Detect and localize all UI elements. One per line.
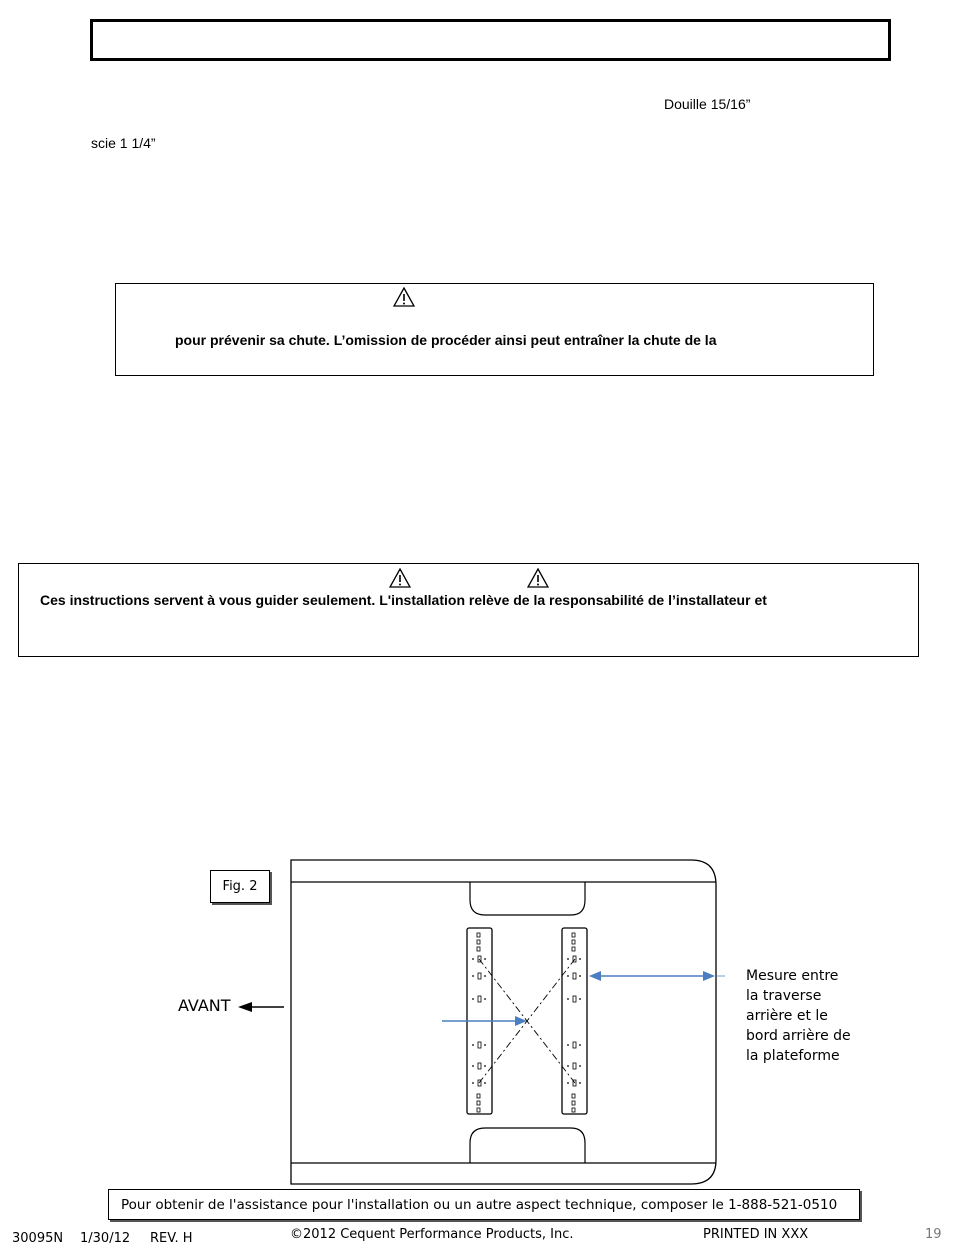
measure-line-1: Mesure entre bbox=[746, 968, 839, 984]
right-rail bbox=[562, 928, 587, 1114]
measure-label bbox=[746, 966, 856, 1066]
warning-box-1 bbox=[115, 283, 874, 376]
assistance-text: Pour obtenir de l'assistance pour l'installation ou un autre aspect technique, composer le 1-888-521-0510 bbox=[121, 1196, 838, 1213]
warning-triangle-icon bbox=[527, 568, 549, 588]
footer-printed: PRINTED IN XXX bbox=[703, 1227, 809, 1242]
wheel-well-bottom bbox=[470, 1128, 585, 1163]
warning-box-2 bbox=[18, 563, 919, 657]
figure-label: Fig. 2 bbox=[210, 870, 270, 903]
truck-bed-diagram bbox=[285, 855, 725, 1190]
assistance-box bbox=[108, 1189, 860, 1220]
front-arrow-icon bbox=[236, 998, 286, 1016]
front-label: AVANT bbox=[178, 996, 231, 1015]
bed-outline bbox=[291, 860, 716, 1184]
footer-date: 1/30/12 bbox=[80, 1231, 131, 1246]
footer-doc-number: 30095N bbox=[12, 1231, 64, 1246]
measure-line-3: arrière et le bbox=[746, 1008, 828, 1024]
measure-line-2: la traverse bbox=[746, 988, 822, 1004]
warning-triangle-icon bbox=[389, 568, 411, 588]
wheel-well-top bbox=[470, 882, 585, 915]
tool-socket-text: Douille 15/16” bbox=[664, 96, 751, 112]
warning-triangle-icon bbox=[393, 287, 415, 307]
footer-revision: REV. H bbox=[150, 1231, 193, 1246]
tool-saw-text: scie 1 1/4” bbox=[91, 135, 156, 151]
measure-line-4: bord arrière de bbox=[746, 1028, 851, 1044]
header-title-box bbox=[90, 19, 891, 61]
warning-2-text: Ces instructions servent à vous guider seulement. L'installation relève de la responsabilité de l’installateur et bbox=[40, 592, 767, 608]
warning-1-text: pour prévenir sa chute. L’omission de procéder ainsi peut entraîner la chute de la bbox=[175, 332, 717, 348]
page-number: 19 bbox=[925, 1227, 942, 1242]
footer-copyright: ©2012 Cequent Performance Products, Inc. bbox=[290, 1227, 574, 1242]
measure-line-5: la plateforme bbox=[746, 1048, 840, 1064]
